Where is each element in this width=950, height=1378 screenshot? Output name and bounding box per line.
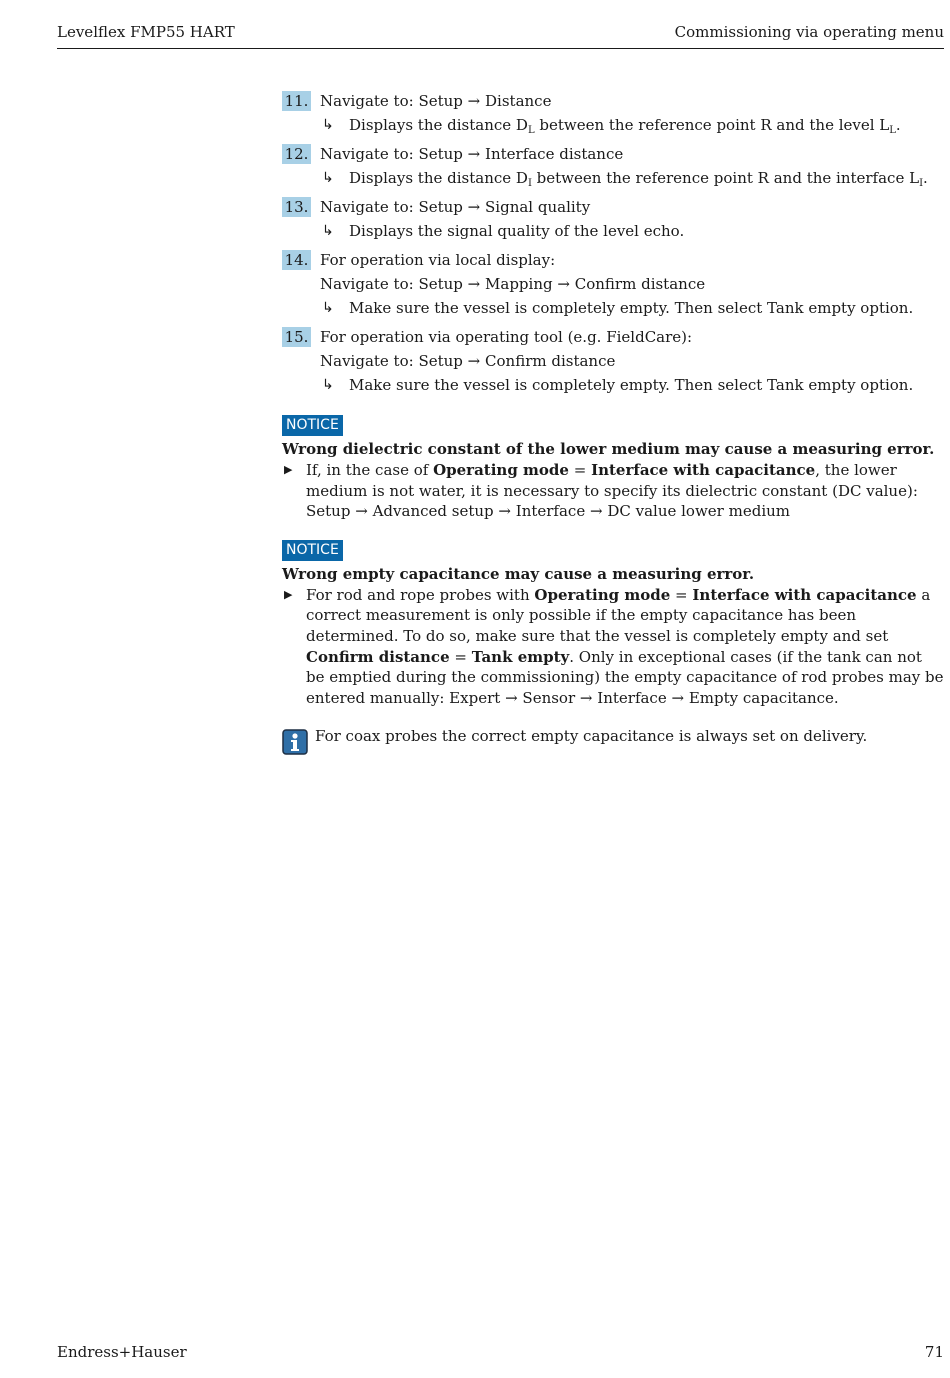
step-12 [282, 142, 944, 190]
notice-title: Wrong dielectric constant of the lower medium may cause a measuring error. [282, 440, 935, 458]
step-result: ↳ Displays the signal quality of the level echo. [320, 219, 944, 243]
step-result: ↳ Displays the distance $D_L$ between the reference point R and the level $L_L$. [320, 113, 944, 137]
header-section-title: Commissioning via operating menu [674, 23, 944, 41]
notice-badge: NOTICE [282, 540, 343, 561]
step-14 [282, 248, 944, 320]
arrow-icon: → [671, 688, 685, 707]
step-navigation: Navigate to: Setup → Confirm distance [320, 352, 616, 370]
notice-title: Wrong empty capacitance may cause a measuring error. [282, 564, 755, 583]
notice-badge: NOTICE [282, 415, 343, 436]
result-arrow-icon: ↳ [322, 300, 334, 316]
arrow-icon: → [579, 688, 593, 707]
bullet-triangle-icon: ▶ [284, 463, 293, 476]
arrow-icon: → [467, 352, 481, 370]
arrow-icon: → [557, 275, 570, 293]
step-intro: For operation via operating tool (e.g. FieldCare): [320, 328, 693, 346]
arrow-icon: → [467, 275, 481, 293]
result-arrow-icon: ↳ [322, 377, 334, 393]
step-navigation: Navigate to: Setup → Distance [320, 92, 552, 110]
info-icon [282, 729, 308, 755]
step-navigation: Navigate to: Setup → Interface distance [320, 145, 624, 163]
page-number: 71 [924, 1343, 944, 1361]
info-note [282, 725, 944, 755]
arrow-icon: → [505, 688, 518, 707]
step-15 [282, 325, 944, 397]
step-number: 13. [282, 197, 311, 217]
arrow-icon: → [467, 92, 481, 110]
step-result: ↳ Make sure the vessel is completely empty. Then select Tank empty option. [320, 373, 944, 397]
step-number: 11. [282, 91, 311, 111]
step-number: 14. [282, 250, 311, 270]
arrow-icon: → [498, 502, 511, 521]
step-13 [282, 195, 944, 243]
notice-empty-capacitance [282, 540, 944, 709]
step-intro: For operation via local display: [320, 251, 556, 269]
step-result: ↳ Displays the distance $D_I$ between the reference point R and the interface $L_I$. [320, 166, 944, 190]
result-arrow-icon: ↳ [322, 223, 334, 239]
result-arrow-icon: ↳ [322, 117, 334, 133]
bullet-triangle-icon: ▶ [284, 587, 293, 601]
notice-instruction: ▶ For rod and rope probes with Operating mode = Interface with capacitance a correct measurement is only possible if the empty capacitance has been determined. To do so, make sure that the vessel is completely empty and set Confirm distance = Tank empty. Only in exceptional cases (if the tank can not be emptied during the commissioning) the empty capacitance of rod probes may be entered manually: Expert → Sensor → Interface → Empty capacitance. [284, 585, 944, 707]
arrow-icon: → [589, 502, 603, 521]
result-arrow-icon: ↳ [322, 170, 334, 186]
step-11 [282, 89, 944, 137]
arrow-icon: → [467, 145, 481, 163]
header-divider [57, 48, 944, 49]
notice-instruction: ▶ If, in the case of Operating mode = Interface with capacitance, the lower medium is not water, it is necessary to specify its dielectric constant (DC value): Setup → Advanced setup → Interface → DC value lower medium [284, 461, 918, 521]
notice-dielectric-constant [282, 415, 944, 522]
main-content [282, 89, 944, 755]
step-number: 12. [282, 144, 311, 164]
step-navigation: Navigate to: Setup → Mapping → Confirm distance [320, 275, 706, 293]
step-result: ↳ Make sure the vessel is completely empty. Then select Tank empty option. [320, 296, 944, 320]
arrow-icon: → [467, 198, 481, 216]
step-number: 15. [282, 327, 311, 347]
header-document-title: Levelflex FMP55 HART [57, 23, 235, 41]
arrow-icon: → [355, 502, 368, 521]
footer-brand: Endress+Hauser [57, 1343, 187, 1361]
info-note-text: For coax probes the correct empty capacitance is always set on delivery. [315, 727, 868, 746]
step-navigation: Navigate to: Setup → Signal quality [320, 198, 591, 216]
